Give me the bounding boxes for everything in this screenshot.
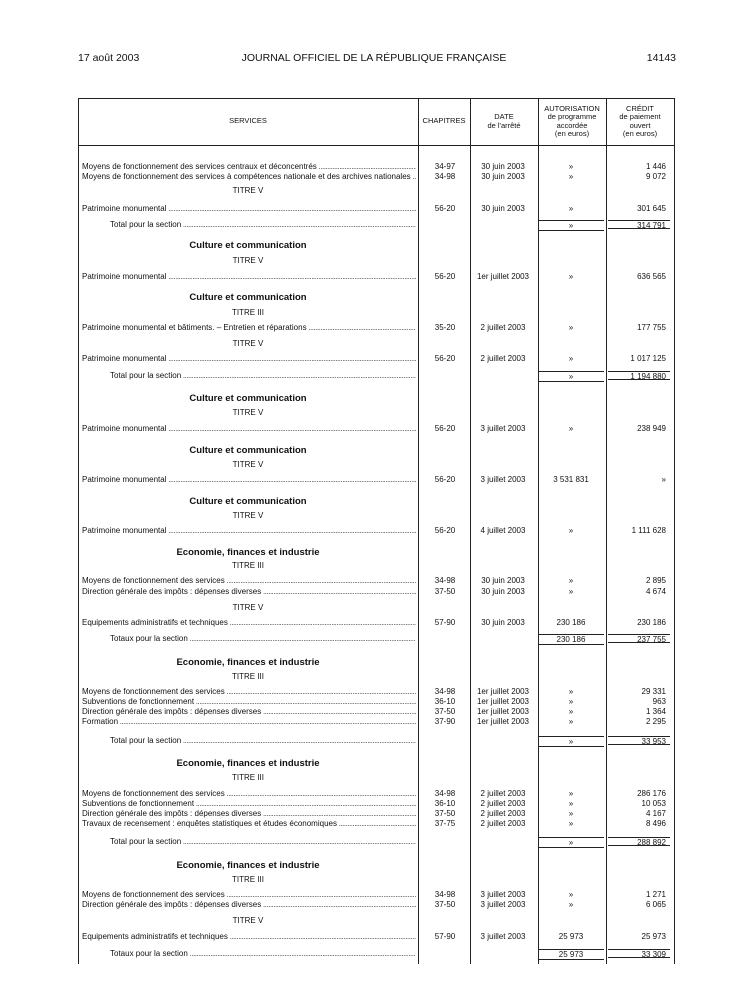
credit-cell: 33 953	[608, 736, 670, 745]
titre-heading: TITRE III	[232, 308, 264, 317]
total-row	[78, 837, 674, 847]
date-cell: 1er juillet 2003	[476, 707, 530, 716]
table-row	[78, 526, 674, 536]
service-cell: Equipements administratifs et techniques .....	[82, 932, 416, 942]
credit-cell: 1 111 628	[631, 526, 666, 535]
service-cell: Patrimoine monumental .....	[82, 272, 416, 282]
credit-cell: 963	[652, 697, 666, 706]
chapitre-cell: 34-98	[434, 890, 456, 899]
autorisation-cell: »	[568, 323, 574, 332]
date-cell: 3 juillet 2003	[480, 475, 526, 484]
table-header-rule	[78, 145, 674, 146]
chapitre-cell: 37-50	[434, 707, 456, 716]
date-cell: 30 juin 2003	[481, 162, 525, 171]
titre-heading: TITRE III	[232, 672, 264, 681]
total-row	[78, 371, 674, 381]
chapitre-cell: 34-97	[434, 162, 456, 171]
autorisation-cell: »	[568, 172, 574, 181]
chapitre-cell: 35-20	[434, 323, 456, 332]
section-heading: Economie, finances et industrie	[176, 860, 320, 871]
autorisation-cell: »	[568, 900, 574, 909]
date-cell: 3 juillet 2003	[480, 932, 526, 941]
section-heading: Economie, finances et industrie	[176, 758, 320, 769]
autorisation-cell: »	[568, 819, 574, 828]
service-cell: Total pour la section .....	[110, 837, 416, 847]
chapitre-cell: 34-98	[434, 172, 456, 181]
autorisation-cell: »	[568, 526, 574, 535]
column-header-chapitres: CHAPITRES	[422, 116, 466, 126]
total-row	[78, 634, 674, 644]
section-heading: Culture et communication	[189, 445, 307, 456]
service-cell: Moyens de fonctionnement des services à compétences nationale et des archives nationales .....	[82, 172, 416, 182]
autorisation-cell: 230 186	[556, 618, 586, 627]
titre-heading: TITRE V	[232, 603, 264, 612]
table-row	[78, 424, 674, 434]
date-cell: 1er juillet 2003	[476, 717, 530, 726]
autorisation-cell: »	[568, 789, 574, 798]
credit-cell: 636 565	[637, 272, 666, 281]
service-cell: Patrimoine monumental .....	[82, 204, 416, 214]
date-cell: 2 juillet 2003	[480, 819, 526, 828]
date-cell: 30 juin 2003	[481, 618, 525, 627]
credit-cell: 2 295	[645, 717, 666, 726]
column-header-autorisation: AUTORISATION de programme accordée (en euros)	[544, 103, 600, 138]
credits-table	[78, 98, 674, 964]
autorisation-cell: »	[568, 707, 574, 716]
table-row	[78, 475, 674, 485]
date-cell: 1er juillet 2003	[476, 697, 530, 706]
chapitre-cell: 57-90	[434, 932, 456, 941]
service-cell: Patrimoine monumental .....	[82, 475, 416, 485]
service-cell: Patrimoine monumental .....	[82, 424, 416, 434]
service-cell: Moyens de fonctionnement des services .....	[82, 890, 416, 900]
page-number: 14143	[646, 52, 676, 64]
service-cell: Equipements administratifs et techniques .....	[82, 618, 416, 628]
autorisation-cell: »	[568, 354, 574, 363]
service-cell: Total pour la section .....	[110, 736, 416, 746]
credit-cell: 301 645	[637, 204, 666, 213]
section-heading: Culture et communication	[189, 393, 307, 404]
section-heading: Culture et communication	[189, 292, 307, 303]
section-heading: Economie, finances et industrie	[176, 547, 320, 558]
credit-cell: 1 364	[645, 707, 666, 716]
table-row	[78, 890, 674, 900]
service-cell: Patrimoine monumental .....	[82, 526, 416, 536]
section-heading: Culture et communication	[189, 496, 307, 507]
service-cell: Patrimoine monumental et bâtiments. – Entretien et réparations .....	[82, 323, 416, 333]
column-header-services: SERVICES	[229, 116, 267, 126]
credit-cell: 1 017 125	[630, 354, 666, 363]
chapitre-cell: 37-50	[434, 587, 456, 596]
chapitre-cell: 56-20	[434, 475, 456, 484]
table-row	[78, 272, 674, 282]
chapitre-cell: 37-50	[434, 809, 456, 818]
column-header-date: DATE de l'arrêté	[487, 112, 521, 130]
date-cell: 3 juillet 2003	[480, 424, 526, 433]
credit-cell: 9 072	[645, 172, 666, 181]
date-cell: 30 juin 2003	[481, 576, 525, 585]
autorisation-cell: »	[568, 272, 574, 281]
service-cell: Direction générale des impôts : dépenses diverses .....	[82, 809, 416, 819]
service-cell: Subventions de fonctionnement .....	[82, 799, 416, 809]
service-cell: Moyens de fonctionnement des services .....	[82, 576, 416, 586]
service-cell: Totaux pour la section .....	[110, 949, 416, 959]
autorisation-cell: »	[568, 890, 574, 899]
autorisation-cell: »	[568, 587, 574, 596]
service-cell: Moyens de fonctionnement des services .....	[82, 687, 416, 697]
service-cell: Patrimoine monumental .....	[82, 354, 416, 364]
date-cell: 4 juillet 2003	[480, 526, 526, 535]
autorisation-cell: »	[568, 799, 574, 808]
section-heading: Economie, finances et industrie	[176, 657, 320, 668]
table-row	[78, 799, 674, 809]
column-header-credit: CRÉDIT de paiement ouvert (en euros)	[619, 103, 661, 138]
chapitre-cell: 56-20	[434, 204, 456, 213]
credit-cell: 4 167	[645, 809, 666, 818]
table-row	[78, 789, 674, 799]
date-cell: 2 juillet 2003	[480, 809, 526, 818]
service-cell: Moyens de fonctionnement des services centraux et déconcentrés .....	[82, 162, 416, 172]
service-cell: Total pour la section .....	[110, 371, 416, 381]
chapitre-cell: 56-20	[434, 424, 456, 433]
credit-cell: 1 271	[645, 890, 666, 899]
total-row	[78, 949, 674, 959]
autorisation-cell: »	[568, 697, 574, 706]
autorisation-cell: »	[568, 204, 574, 213]
date-cell: 1er juillet 2003	[476, 272, 530, 281]
titre-heading: TITRE III	[232, 561, 264, 570]
autorisation-cell: »	[568, 687, 574, 696]
titre-heading: TITRE V	[232, 408, 264, 417]
autorisation-cell: 3 531 831	[553, 475, 589, 484]
table-row	[78, 809, 674, 819]
table-row	[78, 618, 674, 628]
autorisation-cell: »	[538, 736, 604, 747]
credit-cell: 6 065	[645, 900, 666, 909]
chapitre-cell: 34-98	[434, 576, 456, 585]
service-cell: Direction générale des impôts : dépenses diverses .....	[82, 900, 416, 910]
service-cell: Moyens de fonctionnement des services .....	[82, 789, 416, 799]
date-cell: 2 juillet 2003	[480, 789, 526, 798]
table-border-right	[674, 98, 675, 964]
autorisation-cell: »	[568, 162, 574, 171]
table-row	[78, 172, 674, 182]
credit-cell: 10 053	[641, 799, 666, 808]
autorisation-cell: 25 973	[558, 932, 584, 941]
credit-cell: 230 186	[637, 618, 666, 627]
autorisation-cell: »	[538, 220, 604, 231]
table-row	[78, 717, 674, 727]
chapitre-cell: 36-10	[434, 799, 456, 808]
date-cell: 2 juillet 2003	[480, 354, 526, 363]
titre-heading: TITRE V	[232, 460, 264, 469]
date-cell: 3 juillet 2003	[480, 890, 526, 899]
credit-cell: 238 949	[637, 424, 666, 433]
chapitre-cell: 37-90	[434, 717, 456, 726]
credit-cell: »	[661, 475, 666, 484]
credit-cell: 8 496	[645, 819, 666, 828]
titre-heading: TITRE V	[232, 256, 264, 265]
titre-heading: TITRE V	[232, 916, 264, 925]
autorisation-cell: »	[568, 809, 574, 818]
chapitre-cell: 56-20	[434, 272, 456, 281]
credit-cell: 286 176	[637, 789, 666, 798]
table-row	[78, 707, 674, 717]
chapitre-cell: 36-10	[434, 697, 456, 706]
service-cell: Direction générale des impôts : dépenses diverses .....	[82, 587, 416, 597]
chapitre-cell: 37-75	[434, 819, 456, 828]
credit-cell: 33 309	[608, 949, 670, 958]
header-date: 17 août 2003	[78, 52, 140, 64]
service-cell: Direction générale des impôts : dépenses diverses .....	[82, 707, 416, 717]
table-row	[78, 932, 674, 942]
journal-title: JOURNAL OFFICIEL DE LA RÉPUBLIQUE FRANÇAISE	[241, 52, 507, 64]
chapitre-cell: 34-98	[434, 687, 456, 696]
autorisation-cell: 230 186	[538, 634, 604, 645]
credit-cell: 237 755	[608, 634, 670, 643]
service-cell: Subventions de fonctionnement .....	[82, 697, 416, 707]
date-cell: 1er juillet 2003	[476, 687, 530, 696]
date-cell: 30 juin 2003	[481, 204, 525, 213]
total-row	[78, 220, 674, 230]
autorisation-cell: »	[538, 371, 604, 382]
chapitre-cell: 56-20	[434, 526, 456, 535]
service-cell: Travaux de recensement : enquêtes statistiques et études économiques .....	[82, 819, 416, 829]
table-row	[78, 687, 674, 697]
titre-heading: TITRE III	[232, 773, 264, 782]
credit-cell: 25 973	[641, 932, 666, 941]
autorisation-cell: »	[538, 837, 604, 848]
titre-heading: TITRE III	[232, 875, 264, 884]
table-row	[78, 323, 674, 333]
table-row	[78, 587, 674, 597]
credit-cell: 1 194 880	[608, 371, 670, 380]
titre-heading: TITRE V	[232, 511, 264, 520]
section-heading: Culture et communication	[189, 240, 307, 251]
total-row	[78, 736, 674, 746]
credit-cell: 4 674	[645, 587, 666, 596]
date-cell: 30 juin 2003	[481, 172, 525, 181]
chapitre-cell: 56-20	[434, 354, 456, 363]
credit-cell: 314 791	[608, 220, 670, 229]
service-cell: Total pour la section .....	[110, 220, 416, 230]
credit-cell: 29 331	[641, 687, 666, 696]
autorisation-cell: »	[568, 424, 574, 433]
chapitre-cell: 57-90	[434, 618, 456, 627]
table-row	[78, 819, 674, 829]
chapitre-cell: 37-50	[434, 900, 456, 909]
date-cell: 30 juin 2003	[481, 587, 525, 596]
credit-cell: 1 446	[645, 162, 666, 171]
credit-cell: 288 892	[608, 837, 670, 846]
service-cell: Totaux pour la section .....	[110, 634, 416, 644]
autorisation-cell: 25 973	[538, 949, 604, 960]
date-cell: 3 juillet 2003	[480, 900, 526, 909]
table-row	[78, 162, 674, 172]
service-cell: Formation .....	[82, 717, 416, 727]
titre-heading: TITRE V	[232, 339, 264, 348]
date-cell: 2 juillet 2003	[480, 323, 526, 332]
table-row	[78, 576, 674, 586]
autorisation-cell: »	[568, 576, 574, 585]
table-row	[78, 354, 674, 364]
autorisation-cell: »	[568, 717, 574, 726]
titre-heading: TITRE V	[232, 186, 264, 195]
date-cell: 2 juillet 2003	[480, 799, 526, 808]
credit-cell: 177 755	[637, 323, 666, 332]
table-row	[78, 204, 674, 214]
table-row	[78, 900, 674, 910]
table-row	[78, 697, 674, 707]
credit-cell: 2 895	[645, 576, 666, 585]
chapitre-cell: 34-98	[434, 789, 456, 798]
